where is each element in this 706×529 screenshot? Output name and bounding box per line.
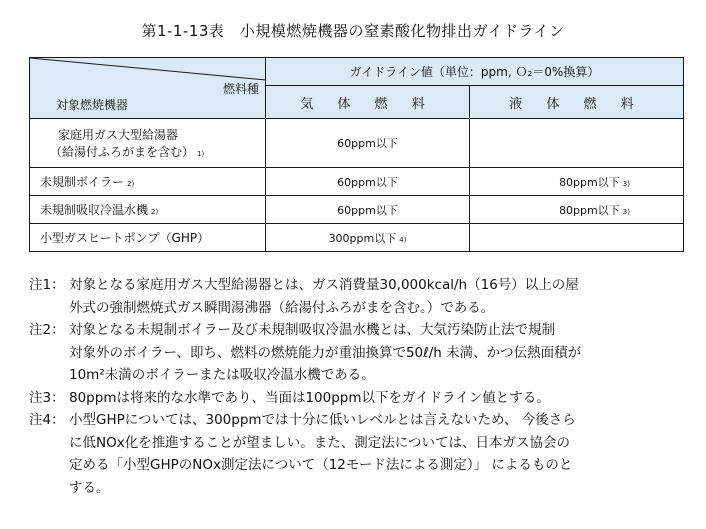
note-line: 外式の強制燃焼式ガス瞬間湯沸器（給湯付ふろがまを含む。）である。 [69,299,495,316]
gas-value-cell [266,224,470,252]
liquid-value-cell [470,168,684,196]
liquid-fuel-header: 液 体 燃 料 [470,86,684,119]
liquid-value: 80ppm以下 [559,203,620,217]
equipment-subtext: （給湯付ふろがまを含む） [50,145,195,159]
note-reference: 3) [622,207,630,216]
equipment-name: 小型ガスヒートポンプ（GHP） [40,231,210,245]
fuel-type-label: 燃料種 [222,82,259,96]
equipment-cell [30,119,266,168]
table-corner-header [30,58,266,119]
liquid-value [470,119,684,168]
gas-value: 60ppm以下 [266,196,470,224]
note-line: に低NOx化を推進することが望ましい。また、測定法については、日本ガス協会の [69,434,570,451]
note-label: 注1： [29,277,65,293]
note-line: 対象となる未規制ボイラー及び未規制吸収冷温水機とは、大気汚染防止法で規制 [69,322,555,338]
table-row [30,168,684,196]
note-reference: 3) [622,179,630,188]
equipment-name: 未規制吸収冷温水機 [40,203,149,217]
note-reference: 1) [197,150,205,158]
note-line: 対象外のボイラー、即ち、燃料の燃焼能力が重油換算で50ℓ/h 未満、かつ伝熱面積が [69,344,582,361]
note-line: 定める「小型GHPのNOx測定法について（12モード法による測定）」 によるものと [69,457,573,473]
gas-value: 60ppm以下 [266,119,470,168]
note-reference: 4) [399,235,407,244]
note-3 [29,387,689,410]
note-line: 小型GHPについては、300ppmでは十分に低いレベルとは言えないため、 今後さら [69,412,576,428]
note-label: 注4： [29,412,65,428]
table-row [30,224,684,252]
notes-section [29,274,689,499]
note-reference: 2) [151,208,159,216]
table-row [30,196,684,224]
page-title: 第1-1-13表 小規模燃焼機器の窒素酸化物排出ガイドライン [141,22,565,40]
note-line: 対象となる家庭用ガス大型給湯器とは、ガス消費量30,000kcal/h（16号）以上の屋 [69,277,579,293]
note-2 [29,319,689,387]
note-line: 10m²未満のボイラーまたは吸収冷温水機である。 [69,367,375,383]
note-label: 注3： [29,389,65,406]
gas-fuel-header: 気 体 燃 料 [266,86,470,119]
liquid-value [470,224,684,252]
equipment-name: 家庭用ガス大型給湯器 [58,128,179,142]
equipment-name: 未規制ボイラー [40,175,125,189]
equipment-cell [30,168,266,196]
note-reference: 2) [127,180,135,188]
equipment-cell [30,224,266,252]
table-row [30,119,684,168]
gas-value: 60ppm以下 [266,168,470,196]
note-line: する。 [69,479,110,496]
note-4 [29,409,689,499]
liquid-value: 80ppm以下 [559,175,620,189]
liquid-value-cell [470,196,684,224]
gas-value: 300ppm以下 [328,231,397,245]
equipment-label: 対象燃焼機器 [56,98,129,112]
note-line: 80ppmは将来的な水準であり、当面は100ppm以下をガイドライン値とする。 [69,389,550,406]
note-1 [29,274,689,319]
equipment-cell [30,196,266,224]
guideline-header: ガイドライン値（単位：ppm, Ｏ₂＝0%換算） [266,58,684,86]
guideline-table [29,57,684,252]
note-label: 注2： [29,322,65,338]
